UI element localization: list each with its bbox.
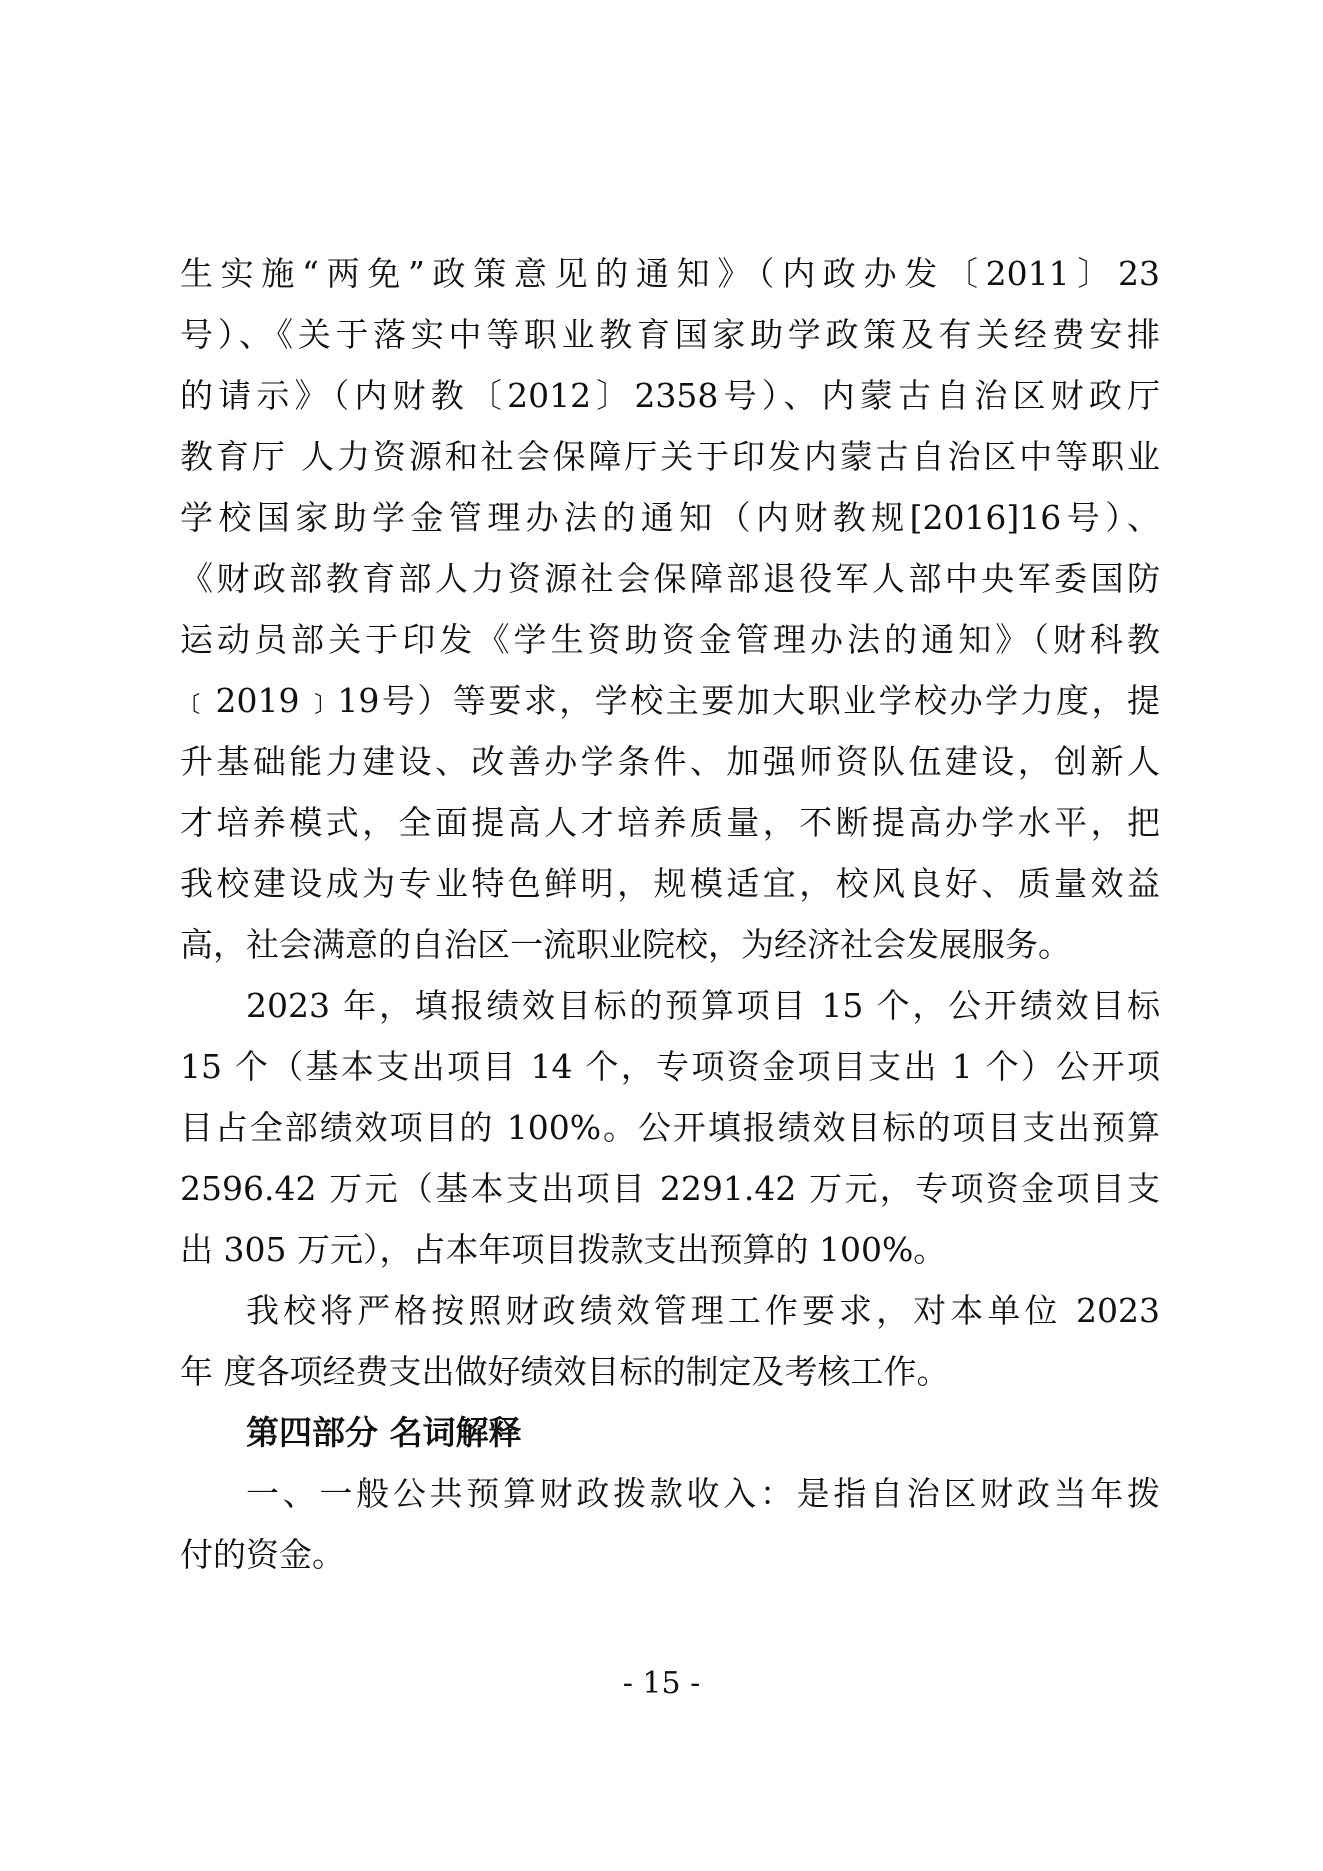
text-line-13: 2023 年，填报绩效目标的预算项目 15 个，公开绩效目标 (246, 986, 1160, 1025)
page-number: - 15 - (622, 1666, 701, 1701)
text-line-11: 我校建设成为专业特色鲜明，规模适宜，校风良好、质量效益 (180, 864, 1160, 903)
text-line-5: 学校国家助学金管理办法的通知（内财教规[2016]16号）、 (180, 498, 1160, 537)
text-line-12: 高，社会满意的自治区一流职业院校，为经济社会发展服务。 (180, 925, 1071, 964)
text-line-15: 目占全部绩效项目的 100%。公开填报绩效目标的项目支出预算 (180, 1108, 1160, 1147)
text-line-2: 号）、《关于落实中等职业教育国家助学政策及有关经费安排 (180, 315, 1160, 354)
text-line-1: 生实施“两免”政策意见的通知》（内政办发〔2011〕23 (180, 254, 1160, 293)
text-line-6: 《财政部教育部人力资源社会保障部退役军人部中央军委国防 (180, 559, 1160, 598)
text-line-17: 出 305 万元），占本年项目拨款支出预算的 100%。 (180, 1230, 947, 1269)
section-heading: 第四部分 名词解释 (246, 1413, 522, 1452)
text-line-21: 付的资金。 (180, 1535, 345, 1574)
text-line-16: 2596.42 万元（基本支出项目 2291.42 万元，专项资金项目支 (180, 1169, 1160, 1208)
text-line-3: 的请示》（内财教〔2012〕2358号）、内蒙古自治区财政厅 (180, 376, 1160, 415)
text-line-14: 15 个（基本支出项目 14 个，专项资金项目支出 1 个）公开项 (180, 1047, 1160, 1086)
text-line-18: 我校将严格按照财政绩效管理工作要求，对本单位 2023 (246, 1291, 1160, 1330)
text-line-8: ﹝2019﹞19号）等要求，学校主要加大职业学校办学力度，提 (180, 681, 1160, 720)
text-line-20: 一、一般公共预算财政拨款收入：是指自治区财政当年拨 (246, 1474, 1160, 1513)
text-line-10: 才培养模式，全面提高人才培养质量，不断提高办学水平，把 (180, 803, 1160, 842)
text-line-9: 升基础能力建设、改善办学条件、加强师资队伍建设，创新人 (180, 742, 1160, 781)
text-line-19: 年 度各项经费支出做好绩效目标的制定及考核工作。 (180, 1352, 950, 1391)
text-line-7: 运动员部关于印发《学生资助资金管理办法的通知》（财科教 (180, 620, 1160, 659)
text-line-4: 教育厅 人力资源和社会保障厅关于印发内蒙古自治区中等职业 (180, 437, 1160, 476)
